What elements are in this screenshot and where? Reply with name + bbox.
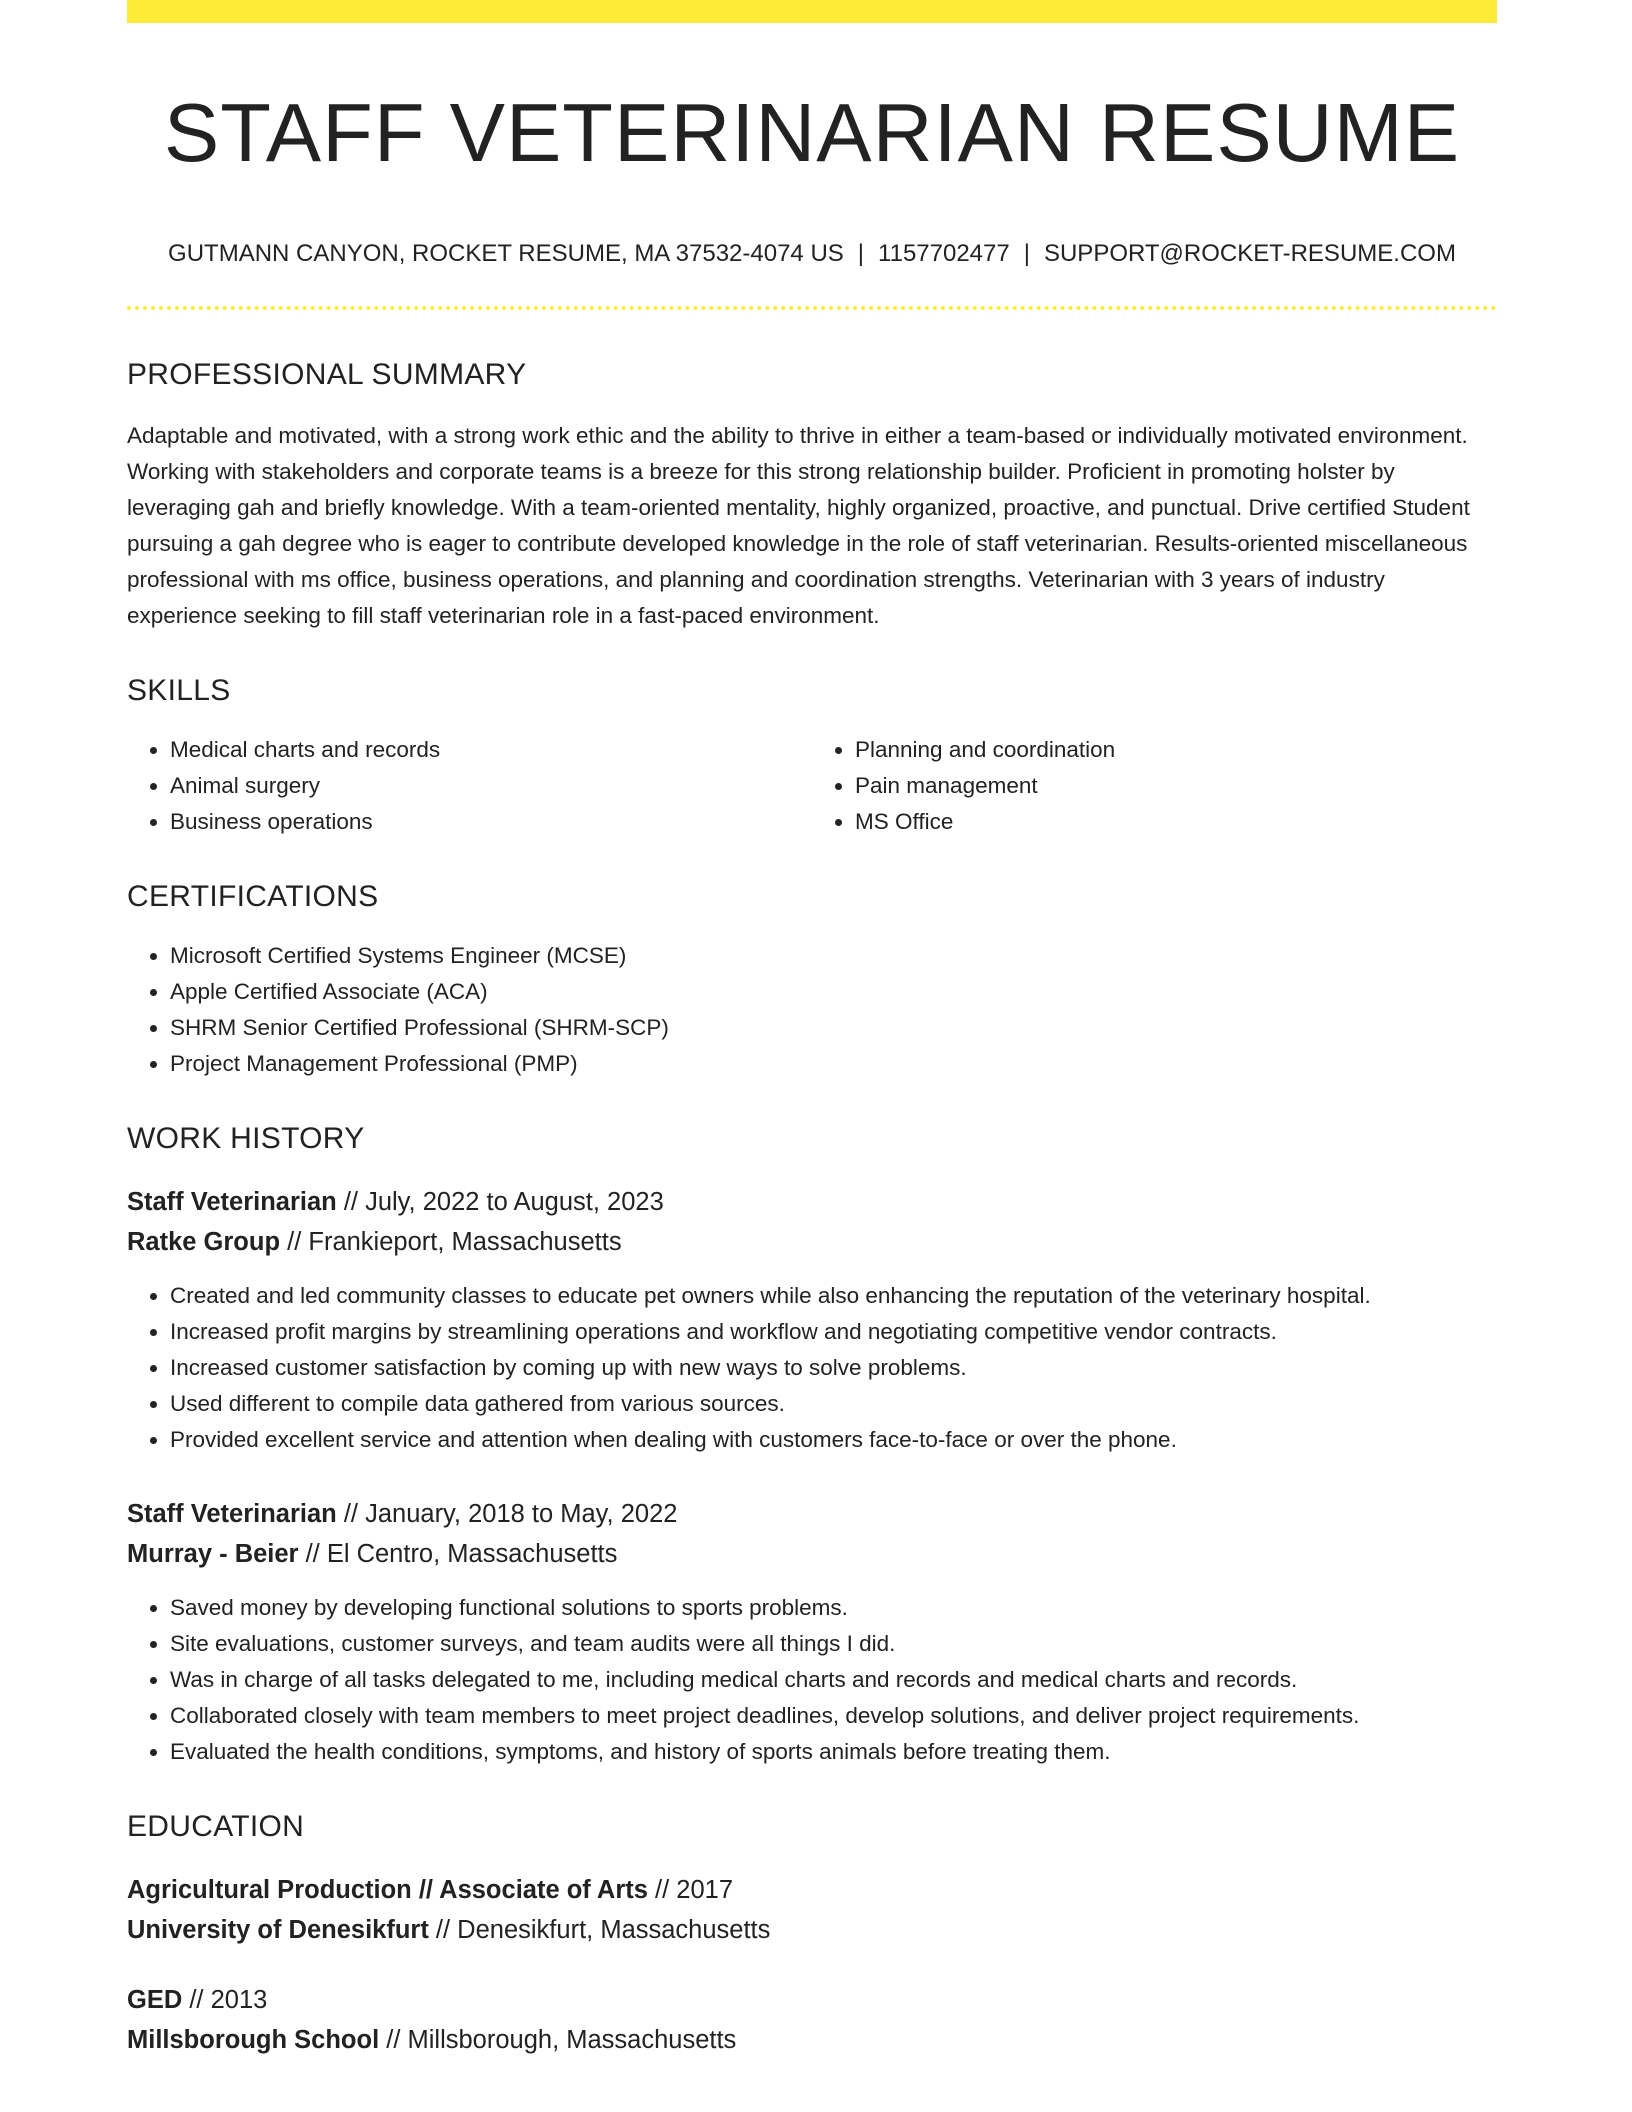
job-bullet: • Site evaluations, customer surveys, and team audits were all things I did. bbox=[170, 1626, 1497, 1662]
contact-phone: 1157702477 bbox=[878, 240, 1010, 268]
job-bullet: • Created and led community classes to educate pet owners while also enhancing the reputation of the veterinary hospital. bbox=[170, 1278, 1497, 1314]
education-entry bbox=[127, 1980, 1497, 2060]
job-title-line bbox=[127, 1182, 1497, 1222]
skill-item: • Animal surgery bbox=[170, 768, 812, 804]
job-entry bbox=[127, 1182, 1497, 1458]
job-bullet: • Collaborated closely with team members to meet project deadlines, develop solutions, and deliver project requirements. bbox=[170, 1698, 1497, 1734]
skill-item: • MS Office bbox=[855, 804, 1497, 840]
job-bullets bbox=[127, 1278, 1497, 1458]
contact-email: SUPPORT@ROCKET-RESUME.COM bbox=[1043, 240, 1456, 268]
skills-grid bbox=[127, 732, 1497, 840]
skills-list-right bbox=[812, 732, 1497, 840]
top-accent-bar bbox=[127, 0, 1497, 23]
summary-text: Adaptable and motivated, with a strong work ethic and the ability to thrive in either a team-based or individually motivated environment. Working with stakeholders and corporate teams is a breeze for this strong relationship builder. Proficient in promoting holster by leveraging gah and briefly knowledge. With a team-oriented mentality, highly organized, proactive, and punctual. Drive certified Student pursuing a gah degree who is eager to contribute developed knowledge in the role of staff veterinarian. Results-oriented miscellaneous professional with ms office, business operations, and planning and coordination strengths. Veterinarian with 3 years of industry experience seeking to fill staff veterinarian role in a fast-paced environment. bbox=[127, 423, 1470, 629]
contact-line bbox=[127, 240, 1497, 269]
education-school: University of Denesikfurt bbox=[127, 1916, 429, 1945]
certifications-section bbox=[127, 880, 1497, 1082]
education-school-line bbox=[127, 2020, 1497, 2060]
education-year: // 2013 bbox=[182, 1986, 268, 2015]
job-title-line bbox=[127, 1494, 1497, 1534]
resume-title: STAFF VETERINARIAN RESUME bbox=[163, 86, 1461, 179]
work-history-heading: WORK HISTORY bbox=[127, 1122, 365, 1156]
job-bullets bbox=[127, 1590, 1497, 1770]
job-entry bbox=[127, 1494, 1497, 1770]
certification-item: • SHRM Senior Certified Professional (SHRM-SCP) bbox=[170, 1010, 1497, 1046]
skill-item: • Business operations bbox=[170, 804, 812, 840]
education-year: // 2017 bbox=[647, 1876, 734, 1905]
job-location: // Frankieport, Massachusetts bbox=[280, 1228, 622, 1257]
certifications-heading: CERTIFICATIONS bbox=[127, 880, 379, 914]
job-company-line bbox=[127, 1534, 1497, 1574]
education-heading: EDUCATION bbox=[127, 1810, 305, 1844]
education-degree: GED bbox=[127, 1986, 183, 2015]
certifications-list bbox=[127, 938, 1497, 1082]
skills-section bbox=[127, 674, 1497, 840]
summary-heading: PROFESSIONAL SUMMARY bbox=[127, 358, 527, 392]
job-bullet: • Saved money by developing functional solutions to sports problems. bbox=[170, 1590, 1497, 1626]
job-company-line bbox=[127, 1222, 1497, 1262]
job-location: // El Centro, Massachusetts bbox=[298, 1540, 618, 1569]
job-company: Ratke Group bbox=[127, 1228, 281, 1257]
certification-item: • Apple Certified Associate (ACA) bbox=[170, 974, 1497, 1010]
skills-heading: SKILLS bbox=[127, 674, 231, 708]
skill-item: • Planning and coordination bbox=[855, 732, 1497, 768]
certification-item: • Microsoft Certified Systems Engineer (MCSE) bbox=[170, 938, 1497, 974]
certification-item: • Project Management Professional (PMP) bbox=[170, 1046, 1497, 1082]
education-entry bbox=[127, 1870, 1497, 1950]
job-bullet: • Evaluated the health conditions, symptoms, and history of sports animals before treating them. bbox=[170, 1734, 1497, 1770]
contact-address: GUTMANN CANYON, ROCKET RESUME, MA 37532-4074 US bbox=[168, 240, 844, 268]
contact-separator: | bbox=[1023, 240, 1030, 268]
job-title: Staff Veterinarian bbox=[127, 1500, 337, 1529]
education-degree: Agricultural Production // Associate of Arts bbox=[127, 1876, 648, 1905]
job-dates: // July, 2022 to August, 2023 bbox=[336, 1188, 664, 1217]
job-bullet: • Was in charge of all tasks delegated to me, including medical charts and records and medical charts and records. bbox=[170, 1662, 1497, 1698]
education-location: // Denesikfurt, Massachusetts bbox=[428, 1916, 771, 1945]
skill-item: • Medical charts and records bbox=[170, 732, 812, 768]
skills-list-left bbox=[127, 732, 812, 840]
skill-item: • Pain management bbox=[855, 768, 1497, 804]
job-bullet: • Increased profit margins by streamlining operations and workflow and negotiating competitive vendor contracts. bbox=[170, 1314, 1497, 1350]
education-school-line bbox=[127, 1910, 1497, 1950]
contact-separator: | bbox=[857, 240, 865, 268]
work-history-section bbox=[127, 1122, 1497, 1770]
job-dates: // January, 2018 to May, 2022 bbox=[336, 1500, 678, 1529]
education-degree-line bbox=[127, 1870, 1497, 1910]
education-section bbox=[127, 1810, 1497, 2060]
job-title: Staff Veterinarian bbox=[127, 1188, 337, 1217]
education-degree-line bbox=[127, 1980, 1497, 2020]
job-bullet: • Increased customer satisfaction by coming up with new ways to solve problems. bbox=[170, 1350, 1497, 1386]
resume-page bbox=[127, 0, 1497, 2060]
education-location: // Millsborough, Massachusetts bbox=[379, 2026, 737, 2055]
job-company: Murray - Beier bbox=[127, 1540, 299, 1569]
education-school: Millsborough School bbox=[127, 2026, 380, 2055]
dotted-divider bbox=[127, 306, 1497, 310]
job-bullet: • Used different to compile data gathered from various sources. bbox=[170, 1386, 1497, 1422]
job-bullet: • Provided excellent service and attention when dealing with customers face-to-face or over the phone. bbox=[170, 1422, 1497, 1458]
